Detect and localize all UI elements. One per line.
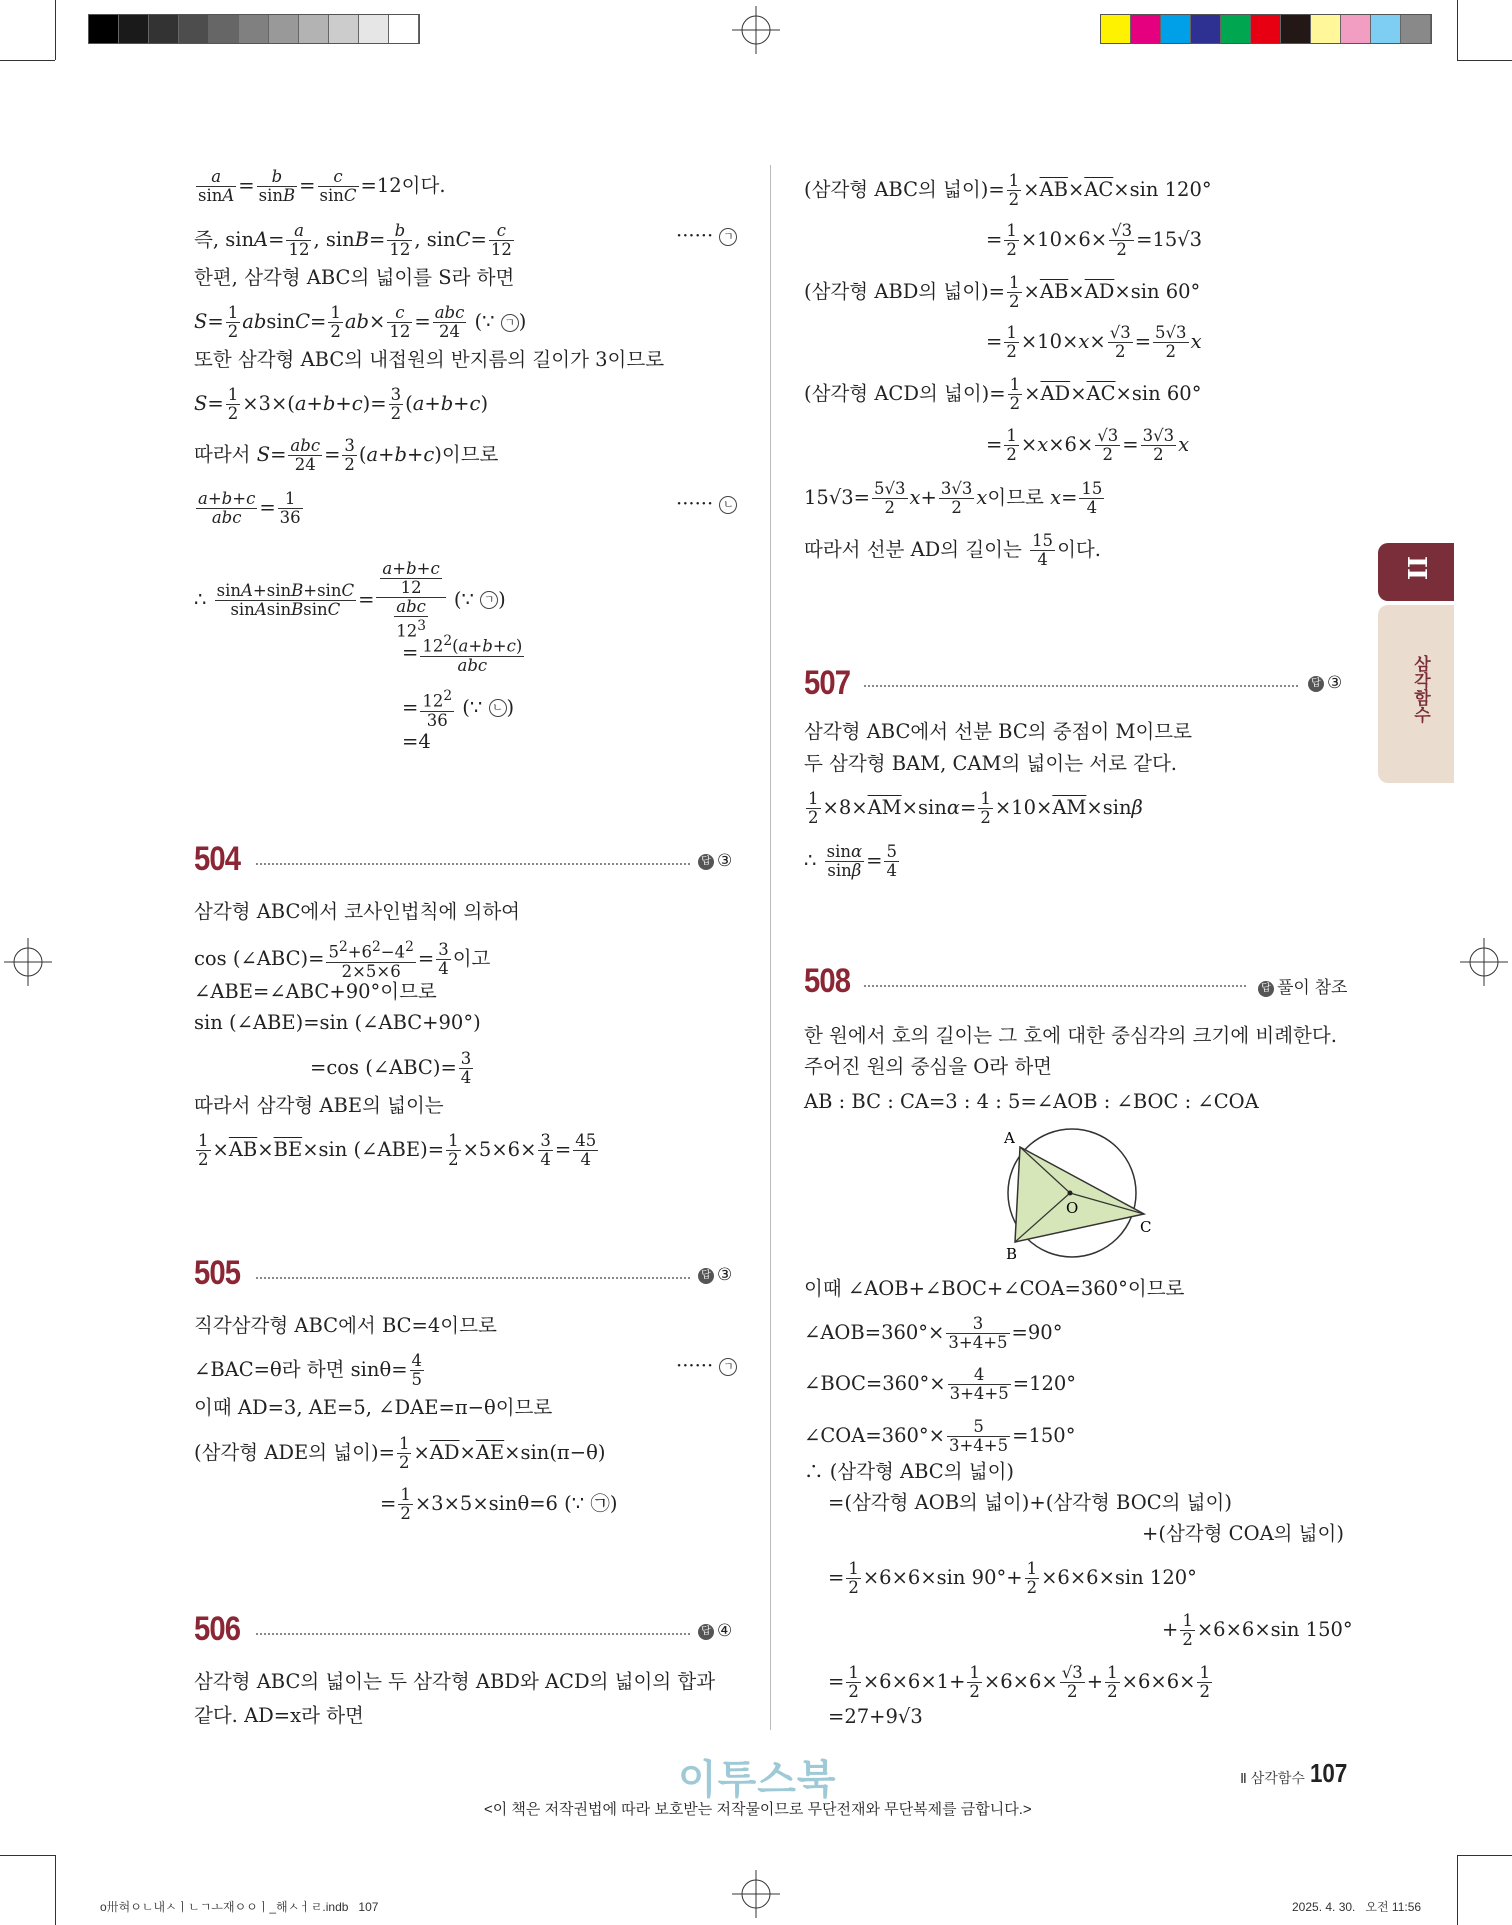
calibration-swatch [299,15,329,43]
answer-label [1308,673,1342,693]
equation-line: (삼각형 ACD의 넓이)= $\frac{1}{2}$ $\times\overline{AD}\times\overline{AC}\times\sin$ 60° [804,375,1202,413]
equation-line: 15√3= $\frac{5√3}{2}$ x+ $\frac{3√3}{2}$ x이므로 x= $\frac{15}{4}$ [804,479,1103,517]
calibration-swatch [1251,15,1281,43]
answer-icon: 답 [1258,981,1274,997]
equation-line: =4 [402,730,431,753]
text-line: 또한 삼각형 ABC의 내접원의 반지름의 길이가 3이므로 [194,348,665,371]
calibration-swatch [179,15,209,43]
equation-line: 즉, sinA= $\frac{a}{12}$ , sinB= $\frac{b}{12}$ , sinC= $\frac{c}{12}$ [194,221,512,259]
equation-line: (삼각형 ABD의 넓이)= $\frac{1}{2}$ $\times\overline{AB}\times\overline{AD}\times\sin$ 60° [804,273,1201,311]
calibration-swatch [149,15,179,43]
answer-value: ③ [717,1265,733,1284]
registration-target-icon [4,938,52,986]
color-calibration-bar [1100,14,1432,44]
equation-line: = $\frac{12^2(a+b+c)}{\text{abc}}$ [402,633,523,675]
text: (삼각형 ADE의 넓이)= [194,1441,395,1464]
equation-line: (삼각형 ADE의 넓이)= $\frac{1}{2}$ $\times\overline{AD}\times\overline{AE}\times\sin(\pi-\theta)$ [194,1434,606,1472]
text-line: 삼각형 ABC에서 선분 BC의 중점이 M이므로 [804,720,1192,743]
dotted-leader [864,985,1246,987]
chapter-footer-label: Ⅱ 삼각함수 [1240,1770,1305,1786]
text-line: 이때 ∠AOB+∠BOC+∠COA=360°이므로 [804,1277,1185,1300]
answer-label [1258,973,1347,998]
calibration-swatch [1401,15,1431,43]
file-slug: о卅혀ㅇㄴ내ㅅㅣㄴㄱㅗ재ㅇㅇㅣ_해ㅅㅓㄹ.indb 107 [100,1900,379,1914]
page-number: 107 [1310,1758,1348,1788]
calibration-swatch [239,15,269,43]
chapter-tab[interactable] [1378,543,1454,601]
problem-number: 505 [194,1254,241,1292]
text: (삼각형 ABD의 넓이)= [804,280,1006,303]
text-line: 삼각형 ABC의 넓이는 두 삼각형 ABD와 ACD의 넓이의 합과 [194,1670,716,1693]
triangle-abc [1015,1147,1144,1242]
label-o: O [1066,1199,1079,1217]
answer-icon: 답 [698,854,714,870]
text: , sin [414,228,456,251]
calibration-swatch [1191,15,1221,43]
equation-line: S= $\frac{1}{2}$ ×3×(a+b+c)= $\frac{3}{2}$ (a+b+c) [194,385,489,423]
calibration-swatch [1101,15,1131,43]
equation-line: ∠BAC=θ라 하면 sinθ= $\frac{4}{5}$ [194,1351,423,1389]
label-a: A [1004,1129,1015,1147]
calibration-swatch [89,15,119,43]
text: (삼각형 ACD의 넓이)= [804,382,1006,405]
text-line: sin (∠ABE)=sin (∠ABC+90°) [194,1011,481,1034]
dotted-leader [864,685,1298,687]
text: (삼각형 ABC의 넓이)= [804,178,1005,201]
calibration-swatch [1221,15,1251,43]
problem-number: 507 [804,664,851,702]
dotted-leader [256,863,690,865]
equation-line: $\frac{a}{\sin A}$ = $\frac{b}{\sin B}$ = $\frac{c}{\sin C}$ =12이다. [198,167,446,205]
equation-line: $\frac{1}{2}$ $\times\overline{AB}\times\overline{BE}\times\sin$ (∠ABE)= $\frac{1}{2}$ ×5×6× $\frac{3}{4}$ = $\frac{45}{4}$ [198,1131,597,1169]
calibration-swatch [1131,15,1161,43]
equation-line: $\frac{a+b+c}{\text{abc}}$ = $\frac{1}{36}$ [198,489,301,527]
calibration-swatch [1311,15,1341,43]
answer-label [698,1265,732,1285]
text-line: 따라서 삼각형 ABE의 넓이는 [194,1094,444,1117]
text: ∠BAC=θ라 하면 sinθ= [194,1358,408,1381]
calibration-swatch [359,15,389,43]
calibration-swatch [1341,15,1371,43]
equation-tag: ······ ㄱ [676,1352,737,1380]
equation-line: = $\frac{1}{2}$ ×10×6× $\frac{√3}{2}$ =15√3 [986,221,1203,259]
answer-value: 풀이 참조 [1277,978,1348,997]
text-line: =27+9√3 [828,1705,923,1728]
equation-tag: ······ ㄱ [676,222,737,250]
equation-line: = $\frac{1}{2}$ ×6×6×1+ $\frac{1}{2}$ ×6×6× $\frac{√3}{2}$ + $\frac{1}{2}$ ×6×6× $\frac{1}{2}$ [828,1663,1210,1701]
registration-target-icon [732,6,780,54]
text-line: ∠ABE=∠ABC+90°이므로 [194,980,437,1003]
copyright-notice: <이 책은 저작권법에 따라 보호받는 저작물이므로 무단전재와 무단복제를 금합니다.> [484,1801,1032,1818]
answer-label [698,1621,732,1641]
text: 이다. [1057,538,1101,561]
answer-icon: 답 [1308,676,1324,692]
crop-mark [0,60,55,61]
grayscale-calibration-bar [88,14,420,44]
answer-icon: 답 [698,1624,714,1640]
print-timestamp: 2025. 4. 30. 오전 11:56 [1292,1900,1422,1914]
registration-target-icon [732,1870,780,1918]
crop-mark [55,1855,56,1925]
center-point [1068,1191,1073,1196]
crop-mark [0,1855,55,1856]
equation-line: cos (∠ABC)= $\frac{5^2+6^2-4^2}{2\times 5\times 6}$ = $\frac{3}{4}$ 이고 [194,939,491,981]
calibration-swatch [209,15,239,43]
equation-line: ∴ $\frac{\sin A+\sin B+\sin C}{\text{sinAsinBsinC}}$ = $\frac{\frac{a+b+c}{12}}{\frac{\text{abc}}{12^3}}$ (∵ ㄱ ) [194,559,506,641]
crop-mark [1457,1855,1458,1925]
answer-value: ④ [717,1621,733,1640]
text: , sin [313,228,355,251]
calibration-swatch [1161,15,1191,43]
problem-number: 508 [804,962,851,1000]
chapter-roman-numeral: II [1400,555,1431,581]
label-b: B [1006,1245,1018,1263]
calibration-swatch [269,15,299,43]
text-line: 이때 AD=3, AE=5, ∠DAE=π−θ이므로 [194,1396,553,1419]
crop-mark [1457,0,1458,60]
publisher-logo: 이투스북 [678,1758,837,1802]
answer-value: ③ [717,851,733,870]
registration-target-icon [1460,938,1508,986]
calibration-swatch [1281,15,1311,43]
text-line: 같다. AD=x라 하면 [194,1704,364,1727]
equation-line: = $\frac{1}{2}$ ×6×6×sin 90°+ $\frac{1}{2}$ ×6×6×sin 120° [828,1559,1197,1597]
text-line: 주어진 원의 중심을 O라 하면 [804,1055,1052,1078]
equation-line: = $\frac{12^2}{36}$ (∵ ㄴ ) [402,688,515,730]
chapter-label: 삼각함수 [1411,655,1430,723]
text: =12이다. [360,174,446,197]
text: ×3×5×sinθ=6 (∵ ㉠) [414,1492,618,1515]
circle-triangle-diagram [990,1125,1170,1265]
calibration-swatch [389,15,419,43]
dotted-leader [256,1633,690,1635]
answer-value: ③ [1327,673,1343,692]
text-line: 직각삼각형 ABC에서 BC=4이므로 [194,1314,497,1337]
text-line: =(삼각형 AOB의 넓이)+(삼각형 BOC의 넓이) [828,1491,1232,1514]
column-divider [770,165,771,1730]
problem-number: 506 [194,1610,241,1648]
equation-line: (삼각형 ABC의 넓이)= $\frac{1}{2}$ $\times\overline{AB}\times\overline{AC}\times\sin$ 120° [804,171,1212,209]
equation-line: = $\frac{1}{2}$ ×x×6× $\frac{√3}{2}$ = $\frac{3√3}{2}$ x [986,426,1190,464]
text-line: 한 원에서 호의 길이는 그 호에 대한 중심각의 크기에 비례한다. [804,1024,1337,1047]
equation-tag: ······ ㄴ [676,490,737,518]
equation-line: ∠AOB=360°× $\frac{3}{3+4+5}$ =90° [804,1314,1063,1352]
text-line: 삼각형 ABC에서 코사인법칙에 의하여 [194,900,521,923]
chapter-label-tab[interactable] [1378,605,1454,783]
text: 이므로 [441,443,499,466]
label-c: C [1140,1218,1152,1236]
text: 즉, sin [194,228,255,251]
text: 따라서 선분 AD의 길이는 [804,538,1022,561]
text-line: +(삼각형 COA의 넓이) [1142,1522,1344,1545]
text: 이므로 [987,486,1044,509]
equation-line: S= $\frac{1}{2}$ absinC= $\frac{1}{2}$ ab× $\frac{c}{12}$ = $\frac{\text{abc}}{24}$ (∵ ㄱ ) [194,303,527,341]
equation-line: 따라서 선분 AD의 길이는 $\frac{15}{4}$ 이다. [804,531,1101,569]
text: 따라서 [194,443,251,466]
equation-line: ∠BOC=360°× $\frac{4}{3+4+5}$ =120° [804,1365,1077,1403]
text: 이고 [452,946,491,970]
calibration-swatch [1371,15,1401,43]
equation-line: =cos (∠ABC)= $\frac{3}{4}$ [310,1049,472,1087]
calibration-swatch [329,15,359,43]
equation-line: 따라서 S= $\frac{\text{abc}}{24}$ = $\frac{3}{2}$ (a+b+c)이므로 [194,436,499,474]
equation-line: = $\frac{1}{2}$ ×10×x× $\frac{√3}{2}$ = $\frac{5√3}{2}$ x [986,323,1202,361]
text: =cos (∠ABC)= [310,1056,457,1079]
answer-label [698,851,732,871]
equation-line: $\frac{1}{2}$ $\times 8\times\overline{AM}\times\sin\alpha=$ $\frac{1}{2}$ $\times 10\times\overline{AM}\times\sin\beta$ [808,789,1143,827]
equation-line: ∠COA=360°× $\frac{5}{3+4+5}$ =150° [804,1417,1076,1455]
crop-mark [1457,1855,1512,1856]
answer-icon: 답 [698,1268,714,1284]
text-line: AB : BC : CA=3 : 4 : 5=∠AOB : ∠BOC : ∠COA [804,1090,1259,1113]
calibration-swatch [119,15,149,43]
problem-number: 504 [194,840,241,878]
equation-line: ∴ $\frac{\sin\alpha}{\sin\beta}$ = $\frac{5}{4}$ [804,842,897,880]
text-line: 두 삼각형 BAM, CAM의 넓이는 서로 같다. [804,752,1177,775]
text-line: 한편, 삼각형 ABC의 넓이를 S라 하면 [194,266,515,289]
crop-mark [55,0,56,60]
equation-line: + $\frac{1}{2}$ ×6×6×sin 150° [1162,1611,1353,1649]
dotted-leader [256,1277,690,1279]
crop-mark [1457,60,1512,61]
text-line: ∴ (삼각형 ABC의 넓이) [804,1460,1015,1483]
equation-line: = $\frac{1}{2}$ ×3×5×sinθ=6 (∵ ㉠) [380,1485,618,1523]
